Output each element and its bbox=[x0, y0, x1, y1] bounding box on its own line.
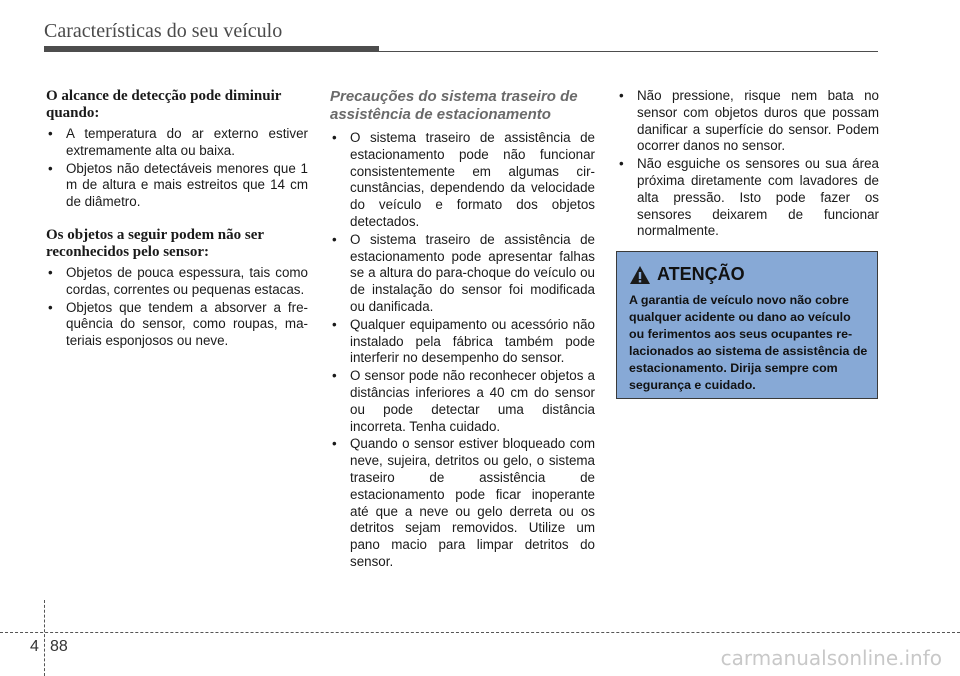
page-header-title: Características do seu veículo bbox=[44, 20, 283, 42]
footer-vertical-divider bbox=[44, 600, 45, 676]
warning-title-row bbox=[629, 264, 745, 285]
heading-unrecognized-objects: Os objetos a seguir podem não ser reconhecidos pelo sensor: bbox=[46, 226, 264, 260]
chapter-number: 4 bbox=[30, 638, 39, 655]
list-item: • Qualquer equipamento ou acessório não instalado pela fábrica também pode interferir no desempenho do sensor. bbox=[330, 317, 595, 367]
warning-triangle-icon bbox=[629, 265, 651, 285]
list-item: • A temperatura do ar externo estiver extremamente alta ou baixa. bbox=[46, 126, 308, 160]
header-bar bbox=[44, 46, 379, 52]
column-right bbox=[617, 88, 879, 256]
page-number: 88 bbox=[50, 638, 68, 655]
list-item: • Objetos que tendem a absorver a frequência do sensor, como roupas, materiais esponjosos ou neve. bbox=[46, 300, 308, 350]
warning-text: A garantia de veículo novo não cobre qualquer acidente ou dano ao veículo ou ferimentos aos seus ocupantes relacionados ao sistema de assistência de estacionamento. Dirija sempre com segurança e cuidado. bbox=[629, 293, 868, 392]
list-item: • Não pressione, risque nem bata no sensor com objetos duros que possam danificar a superfície do sensor. Podem ocorrer danos no sensor. bbox=[617, 88, 879, 155]
warning-heading: ATENÇÃO bbox=[657, 264, 745, 284]
list-unrecognized-objects bbox=[46, 265, 308, 350]
list-sensor-care bbox=[617, 88, 879, 240]
list-item: • O sensor pode não reconhecer objetos a distâncias inferiores a 40 cm do sensor ou pode detectar uma distância incorreta. Tenha cuidado. bbox=[330, 368, 595, 435]
list-item: • Quando o sensor estiver bloqueado com neve, sujeira, detritos ou gelo, o sistema traseiro de assistência de estacionamento pode ficar inoperante até que a neve ou gelo derreta ou os detritos sejam removidos. Utilize um pano macio para limpar detritos do sensor. bbox=[330, 436, 595, 570]
footer-divider bbox=[0, 632, 960, 633]
list-item: • Objetos de pouca espessura, tais como cordas, correntes ou pequenas estacas. bbox=[46, 265, 308, 299]
list-item: • Objetos não detectáveis menores que 1 m de altura e mais estreitos que 14 cm de diâmetro. bbox=[46, 161, 308, 211]
list-item: • Não esguiche os sensores ou sua área próxima diretamente com lavadores de alta pressão. Isto pode fazer os sensores deixarem de funcionar normalmente. bbox=[617, 156, 879, 240]
watermark: carmanualsonline.info bbox=[720, 646, 942, 670]
column-middle bbox=[330, 88, 595, 587]
list-precautions bbox=[330, 130, 595, 571]
column-left bbox=[46, 88, 308, 366]
heading-detection-range: O alcance de detecção pode diminuir quando: bbox=[46, 88, 282, 121]
header-rule bbox=[379, 51, 878, 52]
list-detection-range bbox=[46, 126, 308, 211]
list-item: • O sistema traseiro de assistência de estacionamento pode apresentar falhas se a altura do para-choque do veículo ou de instalação do sensor foi modificada ou danificada. bbox=[330, 232, 595, 316]
heading-precautions: Precauções do sistema traseiro de assistência de estacionamento bbox=[330, 88, 578, 123]
warning-box bbox=[616, 251, 878, 399]
list-item: • O sistema traseiro de assistência de estacionamento pode não funcionar consistentemente em algumas circunstâncias, dependendo da velocidade do veículo e formato dos objetos detectados. bbox=[330, 130, 595, 231]
